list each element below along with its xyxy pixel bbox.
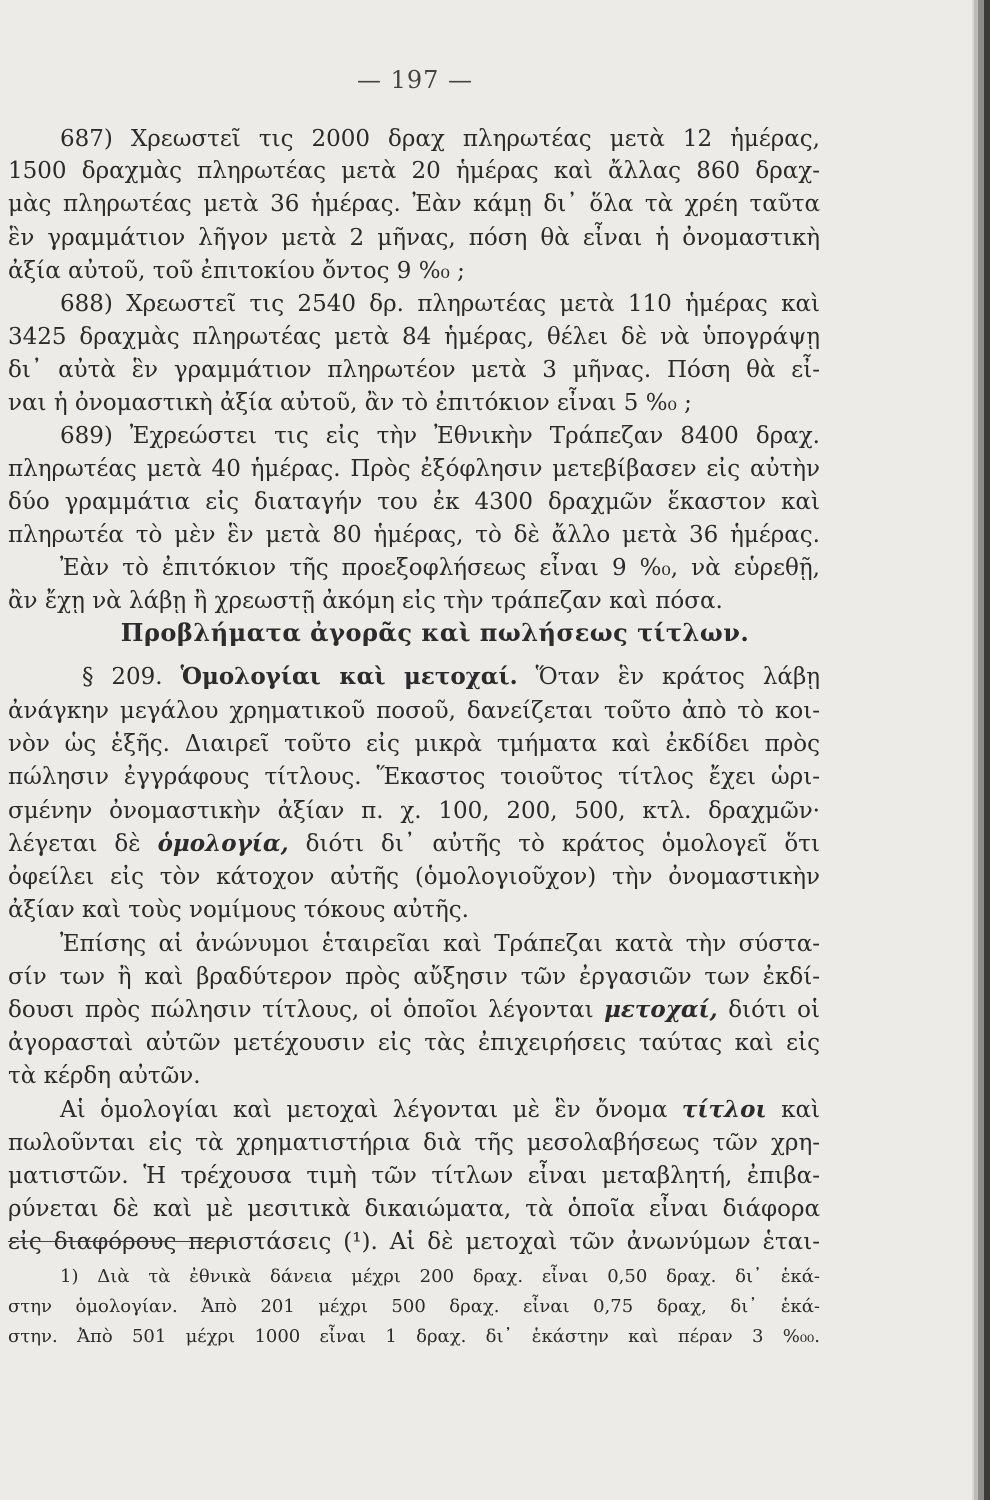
text-line-with-term [8, 995, 820, 1025]
text-segment: Ὅταν ἓν κράτος λάβῃ [535, 664, 821, 690]
text-line: 3425 δραχμὰς πληρωτέας μετὰ 84 ἡμέρας, θέλει δὲ νὰ ὑπογράψῃ [8, 324, 820, 350]
text-line: τὰ κέρδη αὐτῶν. [8, 1063, 201, 1089]
text-line: 1500 δραχμὰς πληρωτέας μετὰ 20 ἡμέρας καὶ ἄλλας 860 δραχ- [8, 158, 820, 184]
section-first-line [82, 662, 820, 692]
text-line: ἓν γραμμάτιον λῆγον μετὰ 2 μῆνας, πόση θὰ εἶναι ἡ ὀνομαστικὴ [8, 225, 820, 251]
text-line: ὀφείλει εἰς τὸν κάτοχον αὐτῆς (ὁμολογιοῦχον) τὴν ὀνομαστικὴν [8, 864, 820, 890]
text-line: 687) Χρεωστεῖ τις 2000 δραχ πληρωτέας μετὰ 12 ἡμέρας, [60, 126, 820, 152]
text-segment: διότι δι᾽ αὐτῆς τὸ κράτος ὁμολογεῖ ὅτι [305, 831, 820, 857]
text-segment: Αἱ ὁμολογίαι καὶ μετοχαὶ λέγονται μὲ ἓν ὄνομα [60, 1097, 668, 1123]
term-metoxai: μετοχαί, [604, 996, 718, 1023]
text-line: νὸν ὡς ἑξῆς. Διαιρεῖ τοῦτο εἰς μικρὰ τμήματα καὶ ἐκδίδει πρὸς [8, 731, 820, 757]
text-segment: λέγεται δὲ [8, 831, 141, 857]
text-line-with-term [8, 829, 820, 859]
text-line: 688) Χρεωστεῖ τις 2540 δρ. πληρωτέας μετὰ 110 ἡμέρας καὶ [60, 291, 820, 317]
term-titloi: τίτλοι [681, 1096, 767, 1123]
text-line: ναι ἡ ὀνομαστικὴ ἀξία αὐτοῦ, ἂν τὸ ἐπιτόκιον εἶναι 5 %₀ ; [8, 390, 692, 416]
section-title: Ὁμολογίαι καὶ μετοχαί. [180, 663, 518, 690]
term-omologia: ὁμολογία, [157, 830, 289, 857]
text-line: ματιστῶν. Ἡ τρέχουσα τιμὴ τῶν τίτλων εἶναι μεταβλητή, ἐπιβα- [8, 1163, 820, 1189]
text-line: πληρωτέα τὸ μὲν ἓν μετὰ 80 ἡμέρας, τὸ δὲ ἄλλο μετὰ 36 ἡμέρας. [8, 522, 820, 548]
text-line: ἀξία αὐτοῦ, τοῦ ἐπιτοκίου ὄντος 9 %₀ ; [8, 258, 465, 284]
text-line: δύο γραμμάτια εἰς διαταγήν του ἐκ 4300 δραχμῶν ἕκαστον καὶ [8, 489, 820, 515]
page-number: — 197 — [356, 66, 474, 94]
text-line: πώλησιν ἐγγράφους τίτλους. Ἕκαστος τοιοῦτος τίτλος ἔχει ὡρι- [8, 764, 820, 790]
text-line: ἀνάγκην μεγάλου χρηματικοῦ ποσοῦ, δανείζεται τοῦτο ἀπὸ τὸ κοι- [8, 698, 820, 724]
text-line: εἰς διαφόρους περιστάσεις (¹). Αἱ δὲ μετοχαὶ τῶν ἀνωνύμων ἑται- [8, 1229, 820, 1255]
footnote-line: στην. Ἀπὸ 501 μέχρι 1000 εἶναι 1 δραχ. δι᾽ ἑκάστην καὶ πέραν 3 %₀₀. [8, 1326, 820, 1347]
text-line: σμένην ὀνομαστικὴν ἀξίαν π. χ. 100, 200, 500, κτλ. δραχμῶν· [8, 798, 820, 824]
text-line: μὰς πληρωτέας μετὰ 36 ἡμέρας. Ἐὰν κάμῃ δι᾽ ὅλα τὰ χρέη ταῦτα [8, 191, 820, 217]
text-line: 689) Ἐχρεώστει τις εἰς τὴν Ἐθνικὴν Τράπεζαν 8400 δραχ. [60, 423, 820, 449]
text-line: ἀξίαν καὶ τοὺς νομίμους τόκους αὐτῆς. [8, 897, 469, 923]
text-line-with-term [60, 1095, 820, 1125]
text-line: Ἐὰν τὸ ἐπιτόκιον τῆς προεξοφλήσεως εἶναι 9 %₀, νὰ εὑρεθῇ, [60, 555, 820, 581]
text-line: σίν των ἢ καὶ βραδύτερον πρὸς αὔξησιν τῶν ἐργασιῶν των ἐκδί- [8, 964, 820, 990]
text-line: δι᾽ αὐτὰ ἓν γραμμάτιον πληρωτέον μετὰ 3 μῆνας. Πόση θὰ εἶ- [8, 357, 820, 383]
footnote-divider [8, 1241, 230, 1242]
text-segment: διότι οἱ [728, 997, 821, 1023]
text-line: πωλοῦνται εἰς τὰ χρηματιστήρια διὰ τῆς μεσολαβήσεως τῶν χρη- [8, 1130, 820, 1156]
section-number: § 209. [82, 664, 163, 690]
text-line: ἂν ἔχῃ νὰ λάβῃ ἢ χρεωστῇ ἀκόμη εἰς τὴν τράπεζαν καὶ πόσα. [8, 588, 723, 614]
text-segment: καὶ [781, 1097, 821, 1123]
footnote-line: 1) Διὰ τὰ ἐθνικὰ δάνεια μέχρι 200 δραχ. εἶναι 0,50 δραχ. δι᾽ ἑκά- [60, 1266, 820, 1287]
text-segment: δουσι πρὸς πώλησιν τίτλους, οἱ ὁποῖοι λέγονται [8, 997, 594, 1023]
text-line: ἀγορασταὶ αὐτῶν μετέχουσιν εἰς τὰς ἐπιχειρήσεις ταύτας καὶ εἰς [8, 1030, 820, 1056]
text-line: Ἐπίσης αἱ ἀνώνυμοι ἑταιρεῖαι καὶ Τράπεζαι κατὰ τὴν σύστα- [60, 931, 820, 957]
section-heading: Προβλήματα ἀγορᾶς καὶ πωλήσεως τίτλων. [120, 618, 750, 647]
text-line: ρύνεται δὲ καὶ μὲ μεσιτικὰ δικαιώματα, τὰ ὁποῖα εἶναι διάφορα [8, 1196, 820, 1222]
text-line: πληρωτέας μετὰ 40 ἡμέρας. Πρὸς ἐξόφλησιν μετεβίβασεν εἰς αὐτὴν [8, 456, 820, 482]
footnote-line: στην ὁμολογίαν. Ἀπὸ 201 μέχρι 500 δραχ. εἶναι 0,75 δραχ, δι᾽ ἑκά- [8, 1296, 820, 1317]
